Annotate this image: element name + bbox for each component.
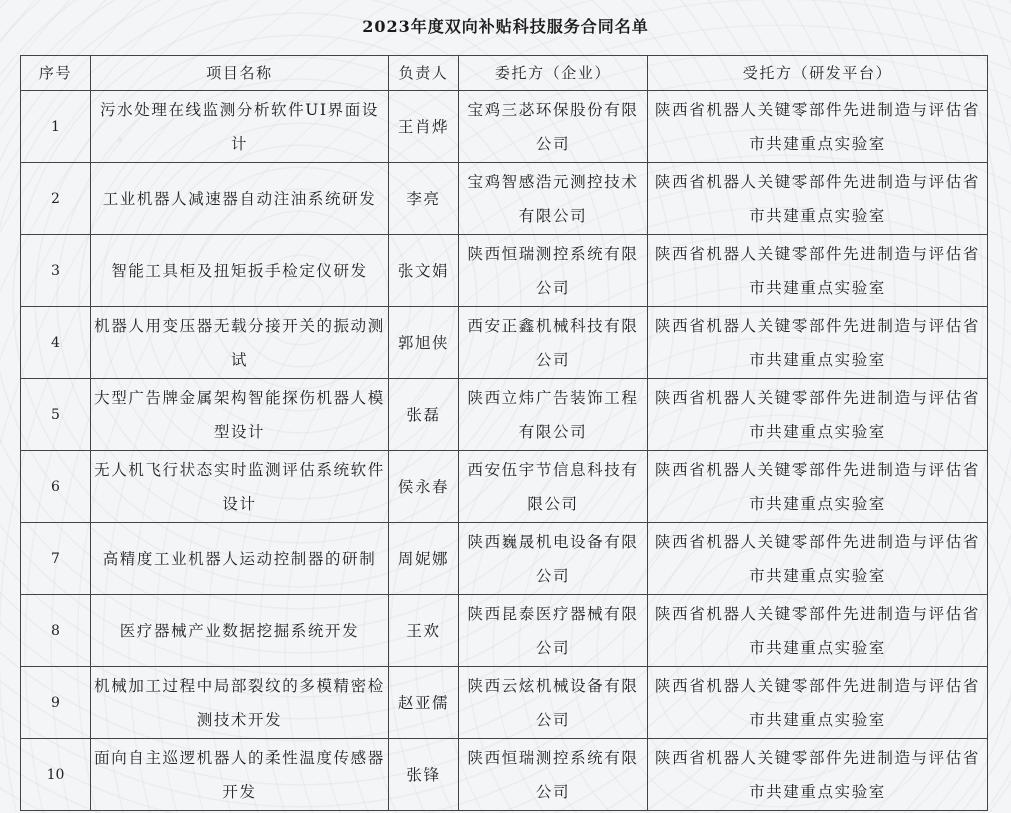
cell-project: 面向自主巡逻机器人的柔性温度传感器开发 bbox=[91, 739, 389, 811]
table-row bbox=[21, 307, 988, 379]
cell-leader: 张锋 bbox=[389, 739, 459, 811]
cell-no: 5 bbox=[21, 379, 91, 451]
table-row bbox=[21, 235, 988, 307]
cell-leader: 王欢 bbox=[389, 595, 459, 667]
cell-client: 宝鸡三苾环保股份有限公司 bbox=[459, 91, 648, 163]
table-row bbox=[21, 163, 988, 235]
cell-contractor: 陕西省机器人关键零部件先进制造与评估省市共建重点实验室 bbox=[648, 163, 988, 235]
cell-project: 智能工具柜及扭矩扳手检定仪研发 bbox=[91, 235, 389, 307]
cell-no: 9 bbox=[21, 667, 91, 739]
cell-client: 陕西昆泰医疗器械有限公司 bbox=[459, 595, 648, 667]
cell-leader: 侯永春 bbox=[389, 451, 459, 523]
cell-client: 陕西恒瑞测控系统有限公司 bbox=[459, 739, 648, 811]
column-header-contractor: 受托方（研发平台） bbox=[648, 56, 988, 91]
cell-contractor: 陕西省机器人关键零部件先进制造与评估省市共建重点实验室 bbox=[648, 595, 988, 667]
cell-contractor: 陕西省机器人关键零部件先进制造与评估省市共建重点实验室 bbox=[648, 451, 988, 523]
cell-leader: 周妮娜 bbox=[389, 523, 459, 595]
cell-no: 7 bbox=[21, 523, 91, 595]
cell-project: 工业机器人减速器自动注油系统研发 bbox=[91, 163, 389, 235]
cell-leader: 赵亚儒 bbox=[389, 667, 459, 739]
cell-client: 陕西巍晟机电设备有限公司 bbox=[459, 523, 648, 595]
cell-project: 大型广告牌金属架构智能探伤机器人模型设计 bbox=[91, 379, 389, 451]
cell-leader: 王肖烨 bbox=[389, 91, 459, 163]
cell-contractor: 陕西省机器人关键零部件先进制造与评估省市共建重点实验室 bbox=[648, 307, 988, 379]
table-row bbox=[21, 379, 988, 451]
cell-no: 6 bbox=[21, 451, 91, 523]
cell-contractor: 陕西省机器人关键零部件先进制造与评估省市共建重点实验室 bbox=[648, 739, 988, 811]
contracts-table bbox=[20, 55, 988, 811]
cell-client: 西安伍宇节信息科技有限公司 bbox=[459, 451, 648, 523]
cell-no: 1 bbox=[21, 91, 91, 163]
cell-project: 高精度工业机器人运动控制器的研制 bbox=[91, 523, 389, 595]
cell-project: 无人机飞行状态实时监测评估系统软件设计 bbox=[91, 451, 389, 523]
column-header-project: 项目名称 bbox=[91, 56, 389, 91]
cell-client: 西安正鑫机械科技有限公司 bbox=[459, 307, 648, 379]
cell-leader: 郭旭侠 bbox=[389, 307, 459, 379]
column-header-no: 序号 bbox=[21, 56, 91, 91]
cell-client: 陕西立炜广告装饰工程有限公司 bbox=[459, 379, 648, 451]
cell-contractor: 陕西省机器人关键零部件先进制造与评估省市共建重点实验室 bbox=[648, 667, 988, 739]
cell-client: 陕西云炫机械设备有限公司 bbox=[459, 667, 648, 739]
table-row bbox=[21, 595, 988, 667]
cell-project: 医疗器械产业数据挖掘系统开发 bbox=[91, 595, 389, 667]
cell-contractor: 陕西省机器人关键零部件先进制造与评估省市共建重点实验室 bbox=[648, 235, 988, 307]
cell-client: 宝鸡智感浩元测控技术有限公司 bbox=[459, 163, 648, 235]
table-row bbox=[21, 739, 988, 811]
cell-leader: 张磊 bbox=[389, 379, 459, 451]
cell-no: 4 bbox=[21, 307, 91, 379]
column-header-leader: 负责人 bbox=[389, 56, 459, 91]
cell-no: 8 bbox=[21, 595, 91, 667]
cell-project: 机器人用变压器无载分接开关的振动测试 bbox=[91, 307, 389, 379]
table-body bbox=[21, 91, 988, 811]
cell-no: 10 bbox=[21, 739, 91, 811]
cell-project: 机械加工过程中局部裂纹的多模精密检测技术开发 bbox=[91, 667, 389, 739]
table-row bbox=[21, 451, 988, 523]
cell-leader: 张文娟 bbox=[389, 235, 459, 307]
cell-leader: 李亮 bbox=[389, 163, 459, 235]
cell-contractor: 陕西省机器人关键零部件先进制造与评估省市共建重点实验室 bbox=[648, 91, 988, 163]
cell-no: 2 bbox=[21, 163, 91, 235]
cell-contractor: 陕西省机器人关键零部件先进制造与评估省市共建重点实验室 bbox=[648, 379, 988, 451]
cell-client: 陕西恒瑞测控系统有限公司 bbox=[459, 235, 648, 307]
header-row bbox=[21, 56, 988, 91]
cell-contractor: 陕西省机器人关键零部件先进制造与评估省市共建重点实验室 bbox=[648, 523, 988, 595]
table-row bbox=[21, 91, 988, 163]
table-row bbox=[21, 667, 988, 739]
column-header-client: 委托方（企业） bbox=[459, 56, 648, 91]
cell-no: 3 bbox=[21, 235, 91, 307]
table-header bbox=[21, 56, 988, 91]
cell-project: 污水处理在线监测分析软件UI界面设计 bbox=[91, 91, 389, 163]
table-row bbox=[21, 523, 988, 595]
page-title: 2023年度双向补贴科技服务合同名单 bbox=[362, 17, 649, 36]
